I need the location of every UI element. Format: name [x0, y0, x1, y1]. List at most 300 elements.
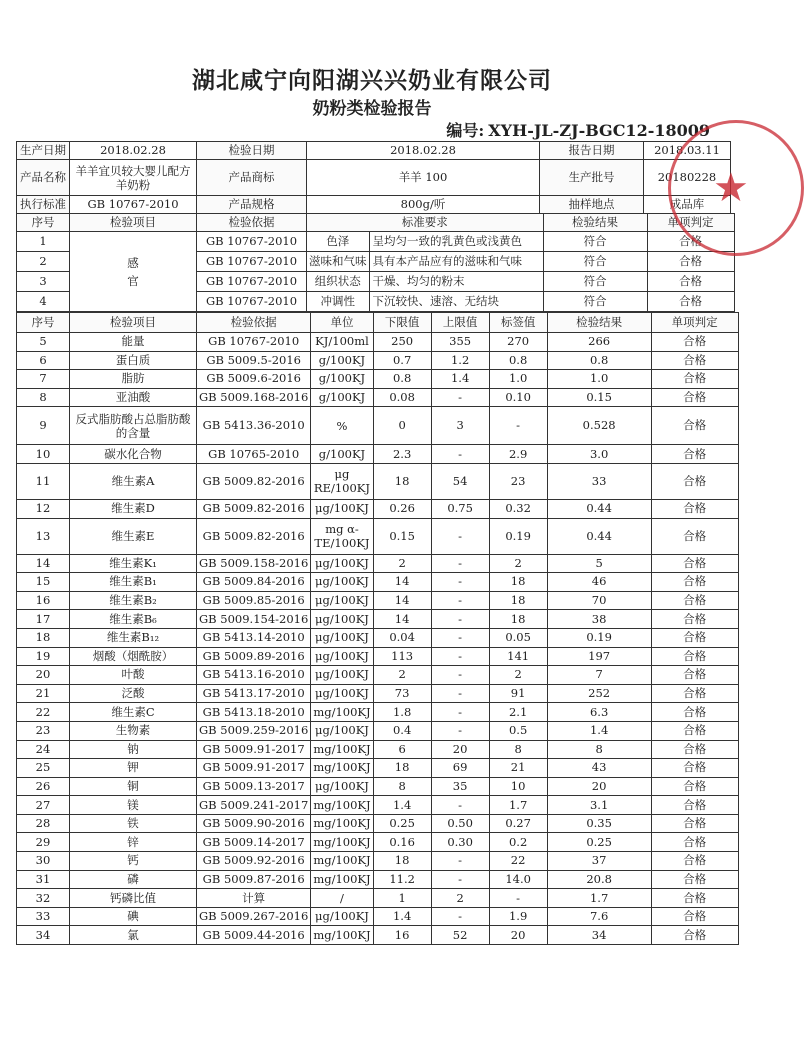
row-high: - [431, 573, 489, 592]
info-row [17, 196, 731, 214]
row-attr: 滋味和气味 [307, 252, 370, 272]
row-basis: GB 5009.87-2016 [197, 870, 311, 889]
row-basis: GB 5009.267-2016 [197, 907, 311, 926]
row-basis: GB 5009.90-2016 [197, 814, 311, 833]
row-requirement: 下沉较快、速溶、无结块 [369, 292, 543, 312]
row-no: 26 [17, 777, 70, 796]
col-header: 序号 [17, 313, 70, 333]
row-label-value: 0.10 [489, 388, 547, 407]
row-verdict: 合格 [651, 445, 738, 464]
sampling-value: 成品库 [644, 196, 731, 214]
row-label-value: - [489, 889, 547, 908]
row-basis: GB 5009.158-2016 [197, 554, 311, 573]
row-verdict: 合格 [651, 740, 738, 759]
row-no: 34 [17, 926, 70, 945]
row-high: 3 [431, 407, 489, 445]
nutrient-table [16, 312, 739, 945]
row-result: 1.0 [547, 370, 651, 389]
row-no: 32 [17, 889, 70, 908]
spec-value: 800g/听 [307, 196, 540, 214]
product-name-label: 产品名称 [17, 160, 70, 196]
row-high: - [431, 721, 489, 740]
row-result: 37 [547, 852, 651, 871]
row-high: - [431, 628, 489, 647]
table-row [17, 333, 739, 352]
table-row [17, 721, 739, 740]
row-result: 33 [547, 463, 651, 499]
row-result: 符合 [543, 292, 647, 312]
row-requirement: 呈均匀一致的乳黄色或浅黄色 [369, 232, 543, 252]
row-verdict: 合格 [651, 907, 738, 926]
row-no: 29 [17, 833, 70, 852]
row-label-value: 20 [489, 926, 547, 945]
row-basis: GB 5009.168-2016 [197, 388, 311, 407]
row-verdict: 合格 [651, 554, 738, 573]
row-high: 35 [431, 777, 489, 796]
row-label-value: 8 [489, 740, 547, 759]
row-no: 3 [17, 272, 70, 292]
row-low: 0.16 [373, 833, 431, 852]
row-item: 反式脂肪酸占总脂肪酸的含量 [70, 407, 197, 445]
row-no: 15 [17, 573, 70, 592]
row-basis: GB 10767-2010 [197, 333, 311, 352]
row-label-value: 2 [489, 666, 547, 685]
table-row [17, 907, 739, 926]
row-unit: μg/100KJ [311, 647, 373, 666]
table-row [17, 852, 739, 871]
row-verdict: 合格 [647, 292, 734, 312]
row-high: 0.50 [431, 814, 489, 833]
row-verdict: 合格 [651, 852, 738, 871]
row-basis: GB 5009.85-2016 [197, 591, 311, 610]
row-verdict: 合格 [651, 684, 738, 703]
row-high: 0.75 [431, 499, 489, 518]
row-basis: GB 5009.13-2017 [197, 777, 311, 796]
table-row [17, 666, 739, 685]
row-attr: 色泽 [307, 232, 370, 252]
table-row [17, 499, 739, 518]
row-verdict: 合格 [651, 759, 738, 778]
row-basis: GB 5009.82-2016 [197, 463, 311, 499]
batch-value: 20180228 [644, 160, 731, 196]
row-no: 18 [17, 628, 70, 647]
row-high: 54 [431, 463, 489, 499]
row-unit: g/100KJ [311, 351, 373, 370]
row-result: 252 [547, 684, 651, 703]
spec-label: 产品规格 [197, 196, 307, 214]
row-item: 烟酸（烟酰胺） [70, 647, 197, 666]
row-verdict: 合格 [651, 499, 738, 518]
row-high: - [431, 703, 489, 722]
row-verdict: 合格 [651, 796, 738, 815]
row-result: 0.15 [547, 388, 651, 407]
row-result: 1.7 [547, 889, 651, 908]
report-date-value: 2018.03.11 [644, 142, 731, 160]
row-unit: μg/100KJ [311, 499, 373, 518]
row-attr: 组织状态 [307, 272, 370, 292]
table-row [17, 232, 735, 252]
table-row [17, 684, 739, 703]
row-basis: 计算 [197, 889, 311, 908]
row-basis: GB 5009.89-2016 [197, 647, 311, 666]
row-low: 250 [373, 333, 431, 352]
row-verdict: 合格 [651, 610, 738, 629]
row-item: 维生素B₂ [70, 591, 197, 610]
row-item: 锌 [70, 833, 197, 852]
report-number-value: XYH-JL-ZJ-BGC12-18009 [488, 121, 710, 140]
product-info-table [16, 141, 731, 214]
row-basis: GB 5009.14-2017 [197, 833, 311, 852]
row-low: 0.08 [373, 388, 431, 407]
row-item: 脂肪 [70, 370, 197, 389]
col-header: 单项判定 [651, 313, 738, 333]
row-result: 1.4 [547, 721, 651, 740]
row-unit: μg/100KJ [311, 721, 373, 740]
row-no: 33 [17, 907, 70, 926]
table-row [17, 407, 739, 445]
row-item: 钙 [70, 852, 197, 871]
row-basis: GB 5009.154-2016 [197, 610, 311, 629]
row-label-value: 0.05 [489, 628, 547, 647]
row-basis: GB 10767-2010 [197, 272, 307, 292]
row-no: 22 [17, 703, 70, 722]
sensory-item-text: 感官 [127, 255, 139, 288]
col-header: 下限值 [373, 313, 431, 333]
standard-label: 执行标准 [17, 196, 70, 214]
report-number [446, 118, 710, 141]
nutrient-header-row [17, 313, 739, 333]
row-low: 0.8 [373, 370, 431, 389]
row-unit: μg/100KJ [311, 777, 373, 796]
row-item: 叶酸 [70, 666, 197, 685]
table-row [17, 647, 739, 666]
row-unit: μg/100KJ [311, 907, 373, 926]
row-no: 27 [17, 796, 70, 815]
row-low: 0.04 [373, 628, 431, 647]
row-result: 6.3 [547, 703, 651, 722]
production-date-value: 2018.02.28 [70, 142, 197, 160]
table-row [17, 370, 739, 389]
row-high: 52 [431, 926, 489, 945]
row-label-value: 0.5 [489, 721, 547, 740]
row-low: 1 [373, 889, 431, 908]
row-verdict: 合格 [651, 333, 738, 352]
row-low: 1.4 [373, 907, 431, 926]
row-unit: % [311, 407, 373, 445]
row-basis: GB 5009.84-2016 [197, 573, 311, 592]
row-basis: GB 5009.91-2017 [197, 740, 311, 759]
row-no: 21 [17, 684, 70, 703]
row-no: 7 [17, 370, 70, 389]
table-row [17, 591, 739, 610]
row-low: 0.4 [373, 721, 431, 740]
row-high: 20 [431, 740, 489, 759]
row-no: 16 [17, 591, 70, 610]
row-unit: mg α-TE/100KJ [311, 518, 373, 554]
row-unit: mg/100KJ [311, 926, 373, 945]
row-result: 38 [547, 610, 651, 629]
row-low: 0.7 [373, 351, 431, 370]
row-result: 46 [547, 573, 651, 592]
row-item: 磷 [70, 870, 197, 889]
row-high: 0.30 [431, 833, 489, 852]
row-verdict: 合格 [647, 252, 734, 272]
info-row [17, 160, 731, 196]
row-result: 8 [547, 740, 651, 759]
row-result: 5 [547, 554, 651, 573]
row-unit: g/100KJ [311, 388, 373, 407]
row-high: 1.2 [431, 351, 489, 370]
row-label-value: 0.19 [489, 518, 547, 554]
table-row [17, 554, 739, 573]
row-verdict: 合格 [651, 370, 738, 389]
sensory-header-row [17, 214, 735, 232]
row-label-value: 18 [489, 610, 547, 629]
row-verdict: 合格 [651, 591, 738, 610]
row-item: 维生素E [70, 518, 197, 554]
row-high: - [431, 870, 489, 889]
row-item: 泛酸 [70, 684, 197, 703]
row-basis: GB 5413.16-2010 [197, 666, 311, 685]
table-row [17, 445, 739, 464]
inspection-date-label: 检验日期 [197, 142, 307, 160]
row-no: 6 [17, 351, 70, 370]
row-label-value: 22 [489, 852, 547, 871]
row-unit: μg/100KJ [311, 554, 373, 573]
col-header: 上限值 [431, 313, 489, 333]
col-header: 标准要求 [307, 214, 544, 232]
row-item: 生物素 [70, 721, 197, 740]
row-item: 镁 [70, 796, 197, 815]
row-result: 7.6 [547, 907, 651, 926]
row-low: 14 [373, 591, 431, 610]
row-requirement: 干燥、均匀的粉末 [369, 272, 543, 292]
row-low: 2 [373, 666, 431, 685]
row-unit: mg/100KJ [311, 759, 373, 778]
row-no: 13 [17, 518, 70, 554]
seal-star-icon: ★ [713, 165, 749, 211]
table-row [17, 463, 739, 499]
row-verdict: 合格 [651, 463, 738, 499]
row-label-value: 0.27 [489, 814, 547, 833]
row-verdict: 合格 [651, 870, 738, 889]
row-no: 14 [17, 554, 70, 573]
row-no: 12 [17, 499, 70, 518]
row-label-value: 1.7 [489, 796, 547, 815]
row-attr: 冲调性 [307, 292, 370, 312]
row-result: 0.19 [547, 628, 651, 647]
row-high: - [431, 666, 489, 685]
row-result: 70 [547, 591, 651, 610]
col-header: 单位 [311, 313, 373, 333]
row-no: 9 [17, 407, 70, 445]
row-verdict: 合格 [651, 889, 738, 908]
col-header: 序号 [17, 214, 70, 232]
row-low: 8 [373, 777, 431, 796]
row-low: 11.2 [373, 870, 431, 889]
row-result: 20.8 [547, 870, 651, 889]
row-result: 43 [547, 759, 651, 778]
row-label-value: 23 [489, 463, 547, 499]
row-label-value: 1.9 [489, 907, 547, 926]
row-result: 0.528 [547, 407, 651, 445]
row-item: 碳水化合物 [70, 445, 197, 464]
row-unit: μg/100KJ [311, 610, 373, 629]
row-low: 0.26 [373, 499, 431, 518]
row-unit: mg/100KJ [311, 814, 373, 833]
row-unit: KJ/100ml [311, 333, 373, 352]
col-header: 检验结果 [543, 214, 647, 232]
row-label-value: 270 [489, 333, 547, 352]
row-result: 符合 [543, 232, 647, 252]
row-verdict: 合格 [651, 351, 738, 370]
col-header: 检验项目 [70, 313, 197, 333]
row-result: 3.1 [547, 796, 651, 815]
row-item: 钾 [70, 759, 197, 778]
row-unit: mg/100KJ [311, 796, 373, 815]
row-result: 0.44 [547, 499, 651, 518]
row-item: 钙磷比值 [70, 889, 197, 908]
row-no: 5 [17, 333, 70, 352]
row-basis: GB 5009.259-2016 [197, 721, 311, 740]
row-basis: GB 5009.241-2017 [197, 796, 311, 815]
row-basis: GB 5413.18-2010 [197, 703, 311, 722]
row-item: 能量 [70, 333, 197, 352]
row-low: 18 [373, 759, 431, 778]
col-header: 单项判定 [647, 214, 734, 232]
row-verdict: 合格 [651, 388, 738, 407]
row-requirement: 具有本产品应有的滋味和气味 [369, 252, 543, 272]
row-no: 8 [17, 388, 70, 407]
row-label-value: 21 [489, 759, 547, 778]
batch-label: 生产批号 [540, 160, 644, 196]
report-title: 奶粉类检验报告 [312, 99, 432, 119]
row-no: 19 [17, 647, 70, 666]
row-label-value: 141 [489, 647, 547, 666]
col-header: 检验依据 [197, 313, 311, 333]
row-high: - [431, 445, 489, 464]
row-no: 31 [17, 870, 70, 889]
row-label-value: 0.32 [489, 499, 547, 518]
company-name: 湖北咸宁向阳湖兴兴奶业有限公司 [192, 67, 552, 94]
row-verdict: 合格 [651, 628, 738, 647]
row-basis: GB 5009.92-2016 [197, 852, 311, 871]
trademark-value: 羊羊 100 [307, 160, 540, 196]
row-basis: GB 5009.6-2016 [197, 370, 311, 389]
row-low: 2.3 [373, 445, 431, 464]
row-unit: mg/100KJ [311, 852, 373, 871]
table-row [17, 518, 739, 554]
row-low: 18 [373, 463, 431, 499]
row-verdict: 合格 [651, 814, 738, 833]
row-no: 24 [17, 740, 70, 759]
row-no: 28 [17, 814, 70, 833]
row-low: 14 [373, 573, 431, 592]
row-result: 0.35 [547, 814, 651, 833]
row-item: 碘 [70, 907, 197, 926]
table-row [17, 740, 739, 759]
row-low: 0.15 [373, 518, 431, 554]
row-label-value: 91 [489, 684, 547, 703]
row-label-value: 18 [489, 573, 547, 592]
standard-value: GB 10767-2010 [70, 196, 197, 214]
table-row [17, 610, 739, 629]
report-number-label: 编号: [446, 121, 485, 140]
row-label-value: 0.8 [489, 351, 547, 370]
row-basis: GB 5009.91-2017 [197, 759, 311, 778]
col-header: 标签值 [489, 313, 547, 333]
row-basis: GB 10767-2010 [197, 252, 307, 272]
row-result: 20 [547, 777, 651, 796]
row-item: 铁 [70, 814, 197, 833]
row-item: 维生素A [70, 463, 197, 499]
row-verdict: 合格 [651, 407, 738, 445]
row-basis: GB 5413.14-2010 [197, 628, 311, 647]
row-high: - [431, 907, 489, 926]
row-basis: GB 10767-2010 [197, 232, 307, 252]
row-item: 维生素C [70, 703, 197, 722]
row-item: 维生素B₆ [70, 610, 197, 629]
row-item: 钠 [70, 740, 197, 759]
row-result: 34 [547, 926, 651, 945]
row-no: 23 [17, 721, 70, 740]
row-basis: GB 10767-2010 [197, 292, 307, 312]
row-high: 2 [431, 889, 489, 908]
row-item: 亚油酸 [70, 388, 197, 407]
row-label-value: 2.9 [489, 445, 547, 464]
row-low: 0.25 [373, 814, 431, 833]
row-unit: μg/100KJ [311, 666, 373, 685]
row-label-value: 1.0 [489, 370, 547, 389]
row-high: - [431, 852, 489, 871]
table-row [17, 573, 739, 592]
row-low: 1.8 [373, 703, 431, 722]
table-row [17, 926, 739, 945]
row-no: 20 [17, 666, 70, 685]
table-row [17, 759, 739, 778]
row-result: 符合 [543, 272, 647, 292]
col-header: 检验结果 [547, 313, 651, 333]
row-no: 2 [17, 252, 70, 272]
table-row [17, 388, 739, 407]
row-low: 1.4 [373, 796, 431, 815]
col-header: 检验依据 [197, 214, 307, 232]
table-row [17, 889, 739, 908]
row-unit: / [311, 889, 373, 908]
row-low: 16 [373, 926, 431, 945]
row-label-value: 18 [489, 591, 547, 610]
row-label-value: - [489, 407, 547, 445]
row-high: - [431, 591, 489, 610]
row-low: 6 [373, 740, 431, 759]
row-basis: GB 5413.36-2010 [197, 407, 311, 445]
row-result: 0.8 [547, 351, 651, 370]
row-result: 7 [547, 666, 651, 685]
row-low: 2 [373, 554, 431, 573]
row-result: 符合 [543, 252, 647, 272]
row-high: - [431, 388, 489, 407]
row-low: 113 [373, 647, 431, 666]
table-row [17, 814, 739, 833]
row-verdict: 合格 [651, 777, 738, 796]
row-result: 266 [547, 333, 651, 352]
inspection-date-value: 2018.02.28 [307, 142, 540, 160]
row-no: 17 [17, 610, 70, 629]
row-low: 18 [373, 852, 431, 871]
row-no: 11 [17, 463, 70, 499]
row-high: 355 [431, 333, 489, 352]
row-basis: GB 5009.5-2016 [197, 351, 311, 370]
